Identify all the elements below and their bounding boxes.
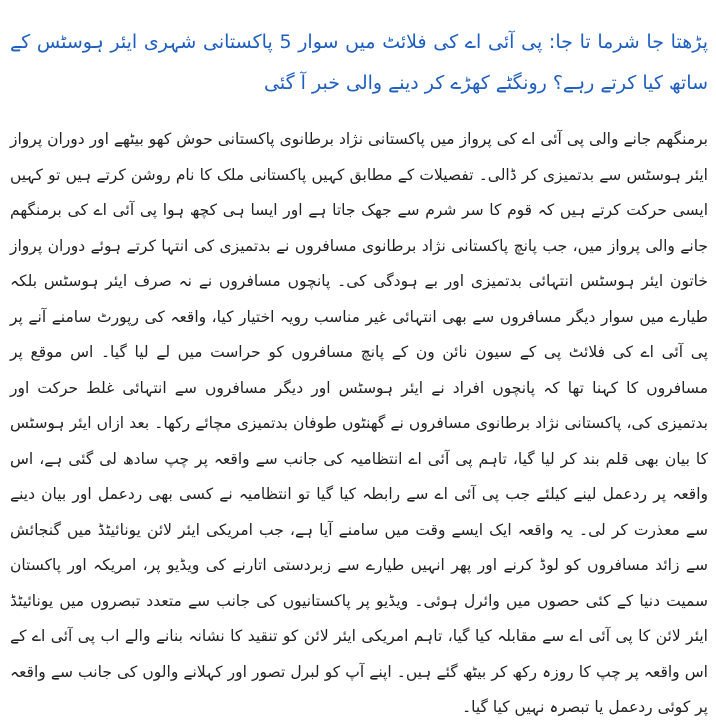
article-headline: پڑھتا جا شرما تا جا: پی آئی اے کی فلائٹ میں سوار 5 پاکستانی شہری ایئر ہوسٹس کے ساتھ کیا کرتے رہے؟ رونگٹے کھڑے کر دینے والی خبر آ گئی [10,31,708,94]
article-body: برمنگھم جانے والی پی آئی اے کی پرواز میں پاکستانی نژاد برطانوی پاکستانی حوش کھو بیٹھے اور دوران پرواز ایئر ہوسٹس سے بدتمیزی کر ڈالی۔ تفصیلات کے مطابق کہیں پاکستانی ملک کا نام روشن کرتے ہیں تو کہیں ایسی حرکت کرتے ہیں کہ قوم کا سر شرم سے جھک جاتا ہے اور ایسا ہی کچھ ہوا پی آئی اے کی برمنگھم جانے والی پرواز میں، جب پانچ پاکستانی نژاد برطانوی مسافروں نے بدتمیزی کی انتہا کرتے ہوئے دوران پرواز خاتون ایئر ہوسٹس انتہائی بدتمیزی اور بے ہودگی کی۔ پانچوں مسافروں نے نہ صرف ایئر ہوسٹس بلکہ طیارے میں سوار دیگر مسافروں سے بھی انتہائی غیر مناسب رویہ اختیار کیا، واقعہ کی رپورٹ سامنے آنے پر پی آئی اے کی فلائٹ پی کے سیون نائن ون کے پانچ مسافروں کو حراست میں لے لیا گیا۔ اس موقع پر مسافروں کا کہنا تھا کہ پانچوں افراد نے ایئر ہوسٹس اور دیگر مسافروں سے انتہائی غلط حرکت اور بدتمیزی کی، پاکستانی نژاد برطانوی مسافروں نے گھنٹوں طوفان بدتمیزی مچائے رکھا۔ بعد ازاں ایئر ہوسٹس کا بیان بھی قلم بند کر لیا گیا، تاہم پی آئی اے انتظامیہ کی جانب سے واقعہ پر چپ سادھ لی گئی ہے، اس واقعہ پر ردعمل لینے کیلئے جب پی آئی اے سے رابطہ کیا گیا تو انتظامیہ نے کسی بھی ردعمل اور بیان دینے سے معذرت کر لی۔ یہ واقعہ ایک ایسے وقت میں سامنے آیا ہے، جب امریکی ایئر لائن یونائیٹڈ میں گنجائش سے زائد مسافروں کو لوڈ کرنے اور پھر انہیں طیارے سے زبردستی اتارنے کی ویڈیو پر، امریکہ اور پاکستان سمیت دنیا کے کئی حصوں میں وائرل ہوئی۔ ویڈیو پر پاکستانیوں کی جانب سے متعدد تبصروں میں یونائیٹڈ ایئر لائن کا پی آئی اے سے مقابلہ کیا گیا، تاہم امریکی ایئر لائن کو تنقید کا نشانہ بنانے والے اب پی آئی اے کے اس واقعہ پر چپ کا روزہ رکھ کر بیٹھ گئے ہیں۔ اپنے آپ کو لبرل تصور اور کہلانے والوں کی جانب سے واقعہ پر کوئی ردعمل یا تبصرہ نہیں کیا گیا۔ [10,130,708,716]
article [10,0,708,716]
